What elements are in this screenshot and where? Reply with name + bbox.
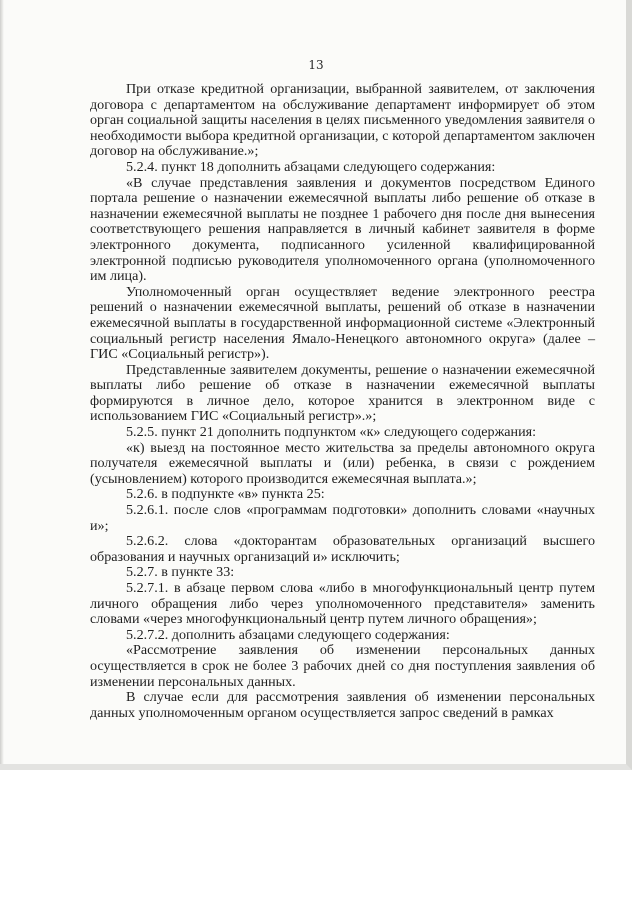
page-number: 13 (308, 58, 324, 72)
paragraph: «Рассмотрение заявления об изменении персональных данных осуществляется в срок не более 3 рабочих дней со дня поступления заявления об изменении персональных данных. (90, 642, 595, 690)
paragraph: 5.2.6. в подпункте «в» пункта 25: (126, 486, 325, 503)
paragraph: При отказе кредитной организации, выбранной заявителем, от заключения договора с департаментом на обслуживание департамент информирует об этом орган социальной защиты населения в целях письменного уведомления заявителя о необходимости выбора кредитной организации, с которой департаментом заключен договор на обслуживание.»; (90, 81, 595, 160)
document-body (90, 82, 595, 721)
paragraph: Представленные заявителем документы, решение о назначении ежемесячной выплаты либо решение об отказе в назначении ежемесячной выплаты формируются в личное дело, которое хранится в электронном виде с использованием ГИС «Социальный регистр».»; (90, 361, 595, 425)
paragraph: 5.2.7.2. дополнить абзацами следующего содержания: (126, 626, 450, 643)
paragraph: Уполномоченный орган осуществляет ведение электронного реестра решений о назначении ежемесячной выплаты, решений об отказе в назначении ежемесячной выплаты в государственной информационной системе «Электронный социальный регистр населения Ямало-Ненецкого автономного округа» (далее – ГИС «Социальный регистр»). (90, 283, 595, 363)
paragraph: 5.2.6.2. слова «докторантам образовательных организаций высшего образования и научных организаций и» исключить; (90, 533, 595, 565)
paragraph: 5.2.4. пункт 18 дополнить абзацами следующего содержания: (126, 158, 496, 175)
paragraph: «В случае представления заявления и документов посредством Единого портала решение о назначении ежемесячной выплаты либо решение об отказе в назначении ежемесячной выплаты не позднее 1 рабочего дня после дня вынесения соответствующего решения направляется в личный кабинет заявителя в форме электронного документа, подписанного усиленной квалифицированной электронной подписью руководителя уполномоченного органа (уполномоченного им лица). (90, 174, 595, 285)
page-edge-shadow (0, 0, 4, 770)
paragraph: 5.2.7.1. в абзаце первом слова «либо в многофункциональный центр путем личного обращения либо через уполномоченного представителя» заменить словами «через многофункциональный центр путем личного обращения»; (90, 580, 595, 628)
paragraph: 5.2.6.1. после слов «программам подготовки» дополнить словами «научных и»; (90, 502, 595, 534)
paragraph: «к) выезд на постоянное место жительства за пределы автономного округа получателя ежемесячной выплаты и (или) ребенка, в связи с рождением (усыновлением) которого производится ежемесячная выплата.»; (90, 439, 595, 487)
paragraph: 5.2.5. пункт 21 дополнить подпунктом «к» следующего содержания: (126, 424, 537, 441)
paragraph: В случае если для рассмотрения заявления об изменении персональных данных уполномоченным органом осуществляется запрос сведений в рамках (90, 689, 595, 721)
paragraph: 5.2.7. в пункте 33: (126, 564, 235, 581)
